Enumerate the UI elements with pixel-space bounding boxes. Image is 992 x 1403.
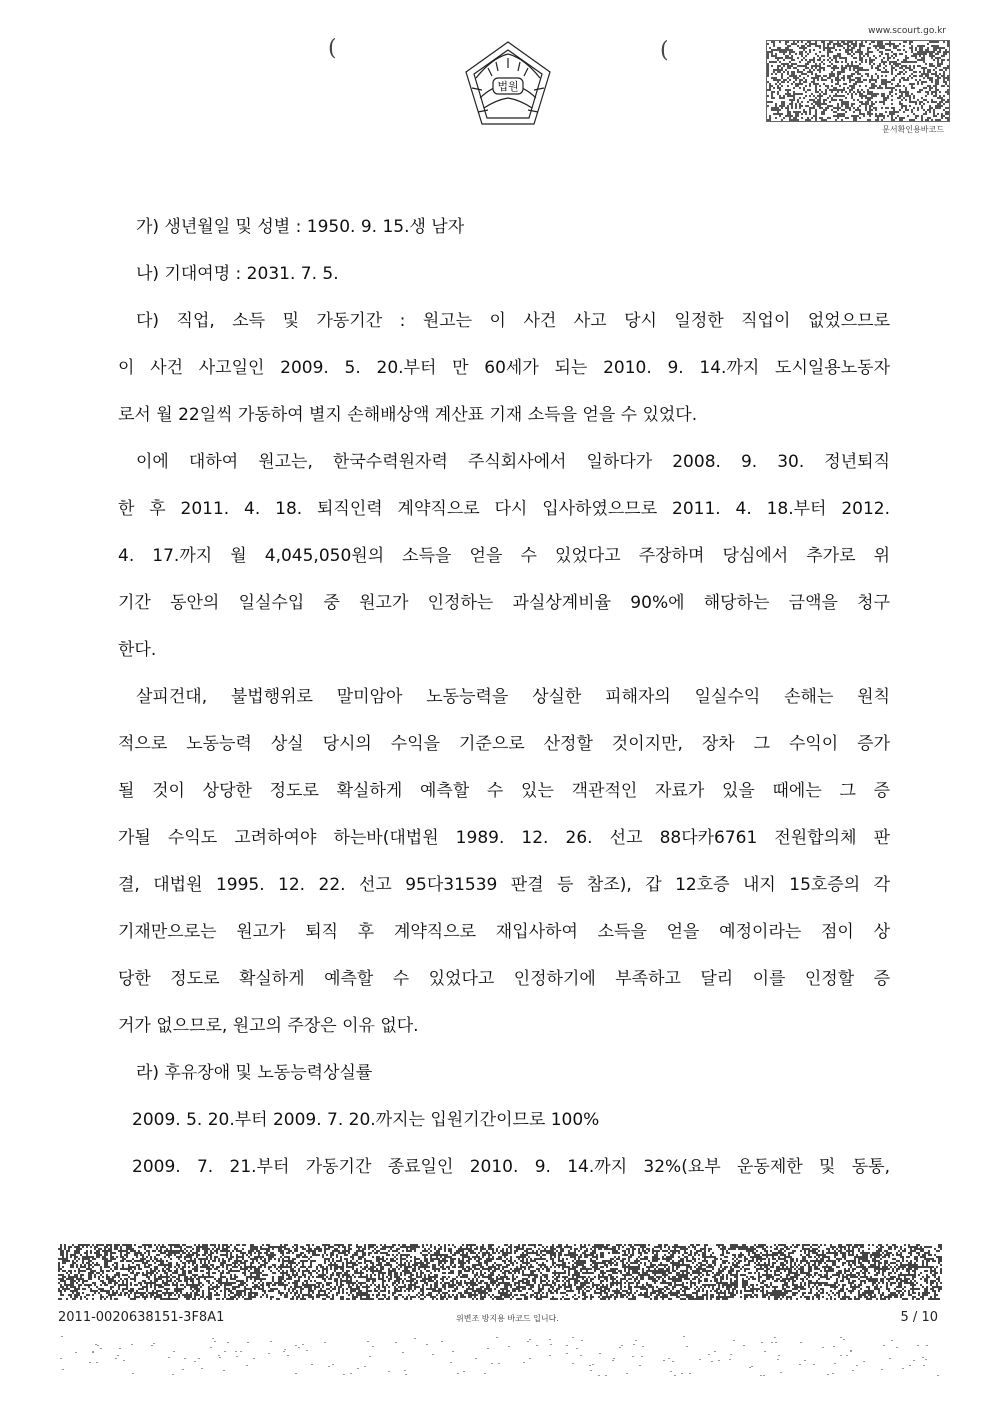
text-line: 당한 정도로 확실하게 예측할 수 있었다고 인정하기에 부족하고 달리 이를 인정할 증 [118, 969, 890, 989]
text-line: 가될 수익도 고려하여야 하는바(대법원 1989. 12. 26. 선고 88다카6761 전원합의체 판 [118, 828, 890, 848]
text-line: 적으로 노동능력 상실 당시의 수익을 기준으로 산정할 것이지만, 장차 그 수익이 증가 [118, 734, 890, 754]
document-body [118, 204, 890, 1191]
qr-caption: 문서확인용바코드 [882, 125, 944, 134]
page-number: 5 / 10 [900, 1310, 938, 1325]
text-line: 2009. 7. 21.부터 가동기간 종료일인 2010. 9. 14.까지 32%(요부 운동제한 및 동통, [132, 1157, 890, 1177]
court-seal-icon [462, 38, 554, 130]
scan-noise [58, 1336, 942, 1376]
text-line: 기간 동안의 일실수입 중 원고가 인정하는 과실상계비율 90%에 해당하는 금액을 청구 [118, 593, 890, 613]
seal-label: 법원 [497, 80, 519, 93]
text-line: 2009. 5. 20.부터 2009. 7. 20.까지는 입원기간이므로 100% [132, 1110, 600, 1130]
text-line: 다) 직업, 소득 및 가동기간 : 원고는 이 사건 사고 당시 일정한 직업이 없었으므로 [136, 311, 890, 331]
qr-code-icon [766, 40, 950, 122]
text-line: 결, 대법원 1995. 12. 22. 선고 95다31539 판결 등 참조), 갑 12호증 내지 15호증의 각 [118, 875, 890, 895]
anti-forgery-note: 위변조 방지용 바코드 입니다. [456, 1314, 559, 1323]
text-line: 라) 후유장애 및 노동능력상실률 [136, 1063, 373, 1083]
text-line: 기재만으로는 원고가 퇴직 후 계약직으로 재입사하여 소득을 얻을 예정이라는 점이 상 [118, 922, 890, 942]
anti-forgery-barcode-icon [58, 1244, 942, 1300]
scan-mark-left: ( [328, 36, 337, 61]
text-line: 살피건대, 불법행위로 말미암아 노동능력을 상실한 피해자의 일실수익 손해는 원칙 [136, 687, 890, 707]
text-line: 가) 생년월일 및 성별 : 1950. 9. 15.생 남자 [136, 217, 465, 237]
text-line: 될 것이 상당한 정도로 확실하게 예측할 수 있는 객관적인 자료가 있을 때에는 그 증 [118, 781, 890, 801]
text-line: 로서 월 22일씩 가동하여 별지 손해배상액 계산표 기재 소득을 얻을 수 있었다. [118, 405, 698, 425]
document-number: 2011-0020638151-3F8A1 [58, 1310, 225, 1325]
text-line: 4. 17.까지 월 4,045,050원의 소득을 얻을 수 있었다고 주장하며 당심에서 추가로 위 [118, 546, 890, 566]
text-line: 한다. [118, 640, 157, 660]
text-line: 이 사건 사고일인 2009. 5. 20.부터 만 60세가 되는 2010. 9. 14.까지 도시일용노동자 [118, 358, 890, 378]
text-line: 거가 없으므로, 원고의 주장은 이유 없다. [118, 1016, 419, 1036]
verification-qr [766, 26, 948, 136]
text-line: 한 후 2011. 4. 18. 퇴직인력 계약직으로 다시 입사하였으므로 2011. 4. 18.부터 2012. [118, 499, 890, 519]
text-line: 나) 기대여명 : 2031. 7. 5. [136, 264, 339, 284]
scan-mark-right: ( [660, 38, 669, 63]
qr-url: www.scourt.go.kr [868, 26, 946, 36]
text-line: 이에 대하여 원고는, 한국수력원자력 주식회사에서 일하다가 2008. 9. 30. 정년퇴직 [136, 452, 890, 472]
